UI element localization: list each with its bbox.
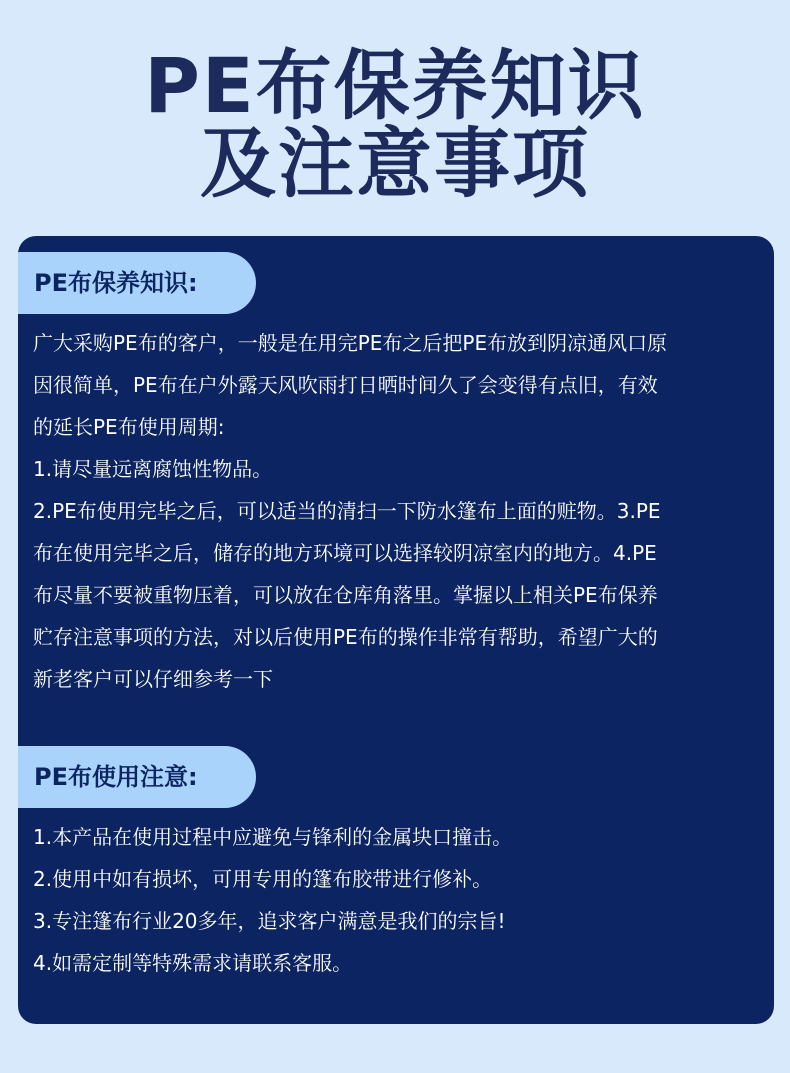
care-line: 的延长PE布使用周期:: [33, 415, 225, 439]
usage-line: 2.使用中如有损坏，可用专用的篷布胶带进行修补。: [33, 867, 493, 891]
usage-section-body: [33, 816, 763, 984]
care-line: 2.PE布使用完毕之后，可以适当的清扫一下防水篷布上面的赃物。3.PE: [33, 499, 661, 523]
content-card: [18, 236, 774, 1024]
usage-line: 3.专注篷布行业20多年，追求客户满意是我们的宗旨!: [33, 909, 506, 933]
usage-line: 4.如需定制等特殊需求请联系客服。: [33, 951, 353, 975]
care-line: 布尽量不要被重物压着，可以放在仓库角落里。掌握以上相关PE布保养: [33, 583, 658, 607]
care-section-heading: PE布保养知识:: [18, 252, 256, 314]
page-title-line-2: 及注意事项: [200, 119, 590, 208]
page-title-line-1: PE布保养知识: [144, 41, 646, 130]
care-line: 因很简单，PE布在户外露天风吹雨打日晒时间久了会变得有点旧，有效: [33, 373, 658, 397]
care-line: 新老客户可以仔细参考一下: [33, 667, 273, 691]
usage-line: 1.本产品在使用过程中应避免与锋利的金属块口撞击。: [33, 825, 513, 849]
care-line: 布在使用完毕之后，储存的地方环境可以选择较阴凉室内的地方。4.PE: [33, 541, 657, 565]
usage-section-heading: PE布使用注意:: [18, 746, 256, 808]
care-line: 1.请尽量远离腐蚀性物品。: [33, 457, 273, 481]
care-line: 贮存注意事项的方法，对以后使用PE布的操作非常有帮助，希望广大的: [33, 625, 658, 649]
care-section-body: [33, 322, 763, 700]
care-line: 广大采购PE布的客户，一般是在用完PE布之后把PE布放到阴凉通风口原: [33, 331, 668, 355]
